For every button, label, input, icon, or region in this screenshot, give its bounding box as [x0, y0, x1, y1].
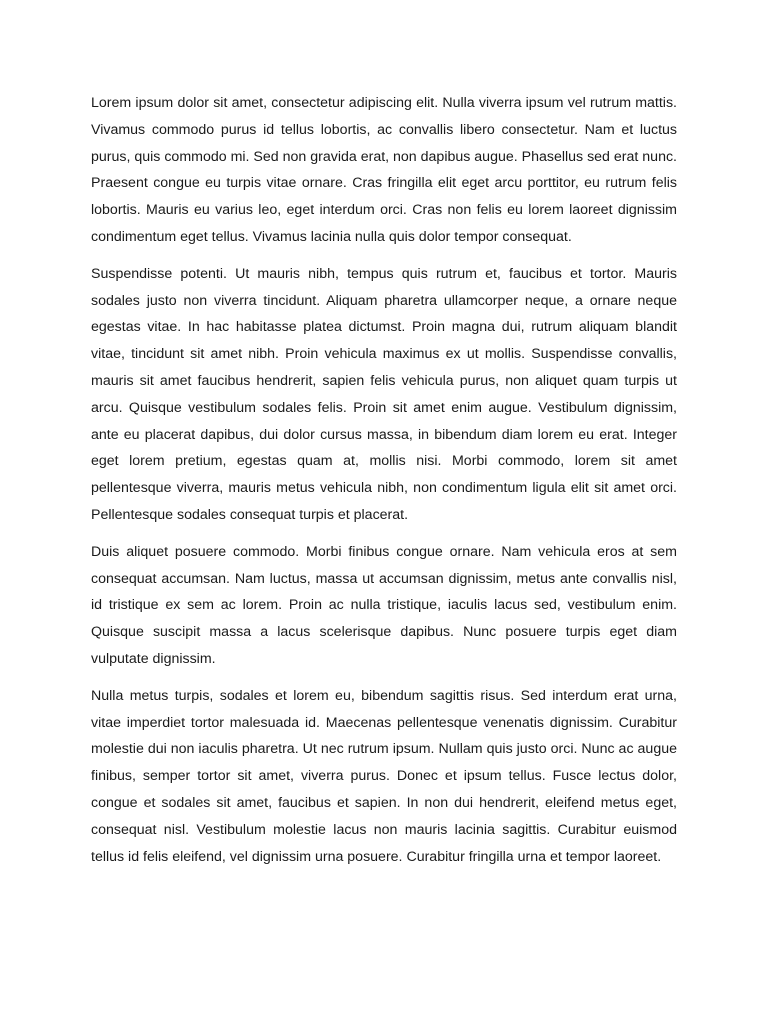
paragraph-4: Nulla metus turpis, sodales et lorem eu, bibendum sagittis risus. Sed interdum erat urna, vitae imperdiet tortor malesuada id. Maecenas pellentesque venenatis dignissim. Curabitur molestie dui non iaculis pharetra. Ut nec rutrum ipsum. Nullam quis justo orci. Nunc ac augue finibus, semper tortor sit amet, viverra purus. Donec et ipsum tellus. Fusce lectus dolor, congue et sodales sit amet, faucibus et sapien. In non dui hendrerit, eleifend metus eget, consequat nisl. Vestibulum molestie lacus non mauris lacinia sagittis. Curabitur euismod tellus id felis eleifend, vel dignissim urna posuere. Curabitur fringilla urna et tempor laoreet.: [91, 687, 677, 865]
paragraph-1: Lorem ipsum dolor sit amet, consectetur adipiscing elit. Nulla viverra ipsum vel rutrum mattis. Vivamus commodo purus id tellus lobortis, ac convallis libero consectetur. Nam et luctus purus, quis commodo mi. Sed non gravida erat, non dapibus augue. Phasellus sed erat nunc. Praesent congue eu turpis vitae ornare. Cras fringilla elit eget arcu porttitor, eu rutrum felis lobortis. Mauris eu varius leo, eget interdum orci. Cras non felis eu lorem laoreet dignissim condimentum eget tellus. Vivamus lacinia nulla quis dolor tempor consequat.: [91, 95, 677, 245]
paragraph-2: Suspendisse potenti. Ut mauris nibh, tempus quis rutrum et, faucibus et tortor. Mauris sodales justo non viverra tincidunt. Aliquam pharetra ullamcorper neque, a ornare neque egestas vitae. In hac habitasse platea dictumst. Proin magna dui, rutrum aliquam blandit vitae, tincidunt sit amet nibh. Proin vehicula maximus ex ut mollis. Suspendisse convallis, mauris sit amet faucibus hendrerit, sapien felis vehicula purus, non aliquet quam turpis ut arcu. Quisque vestibulum sodales felis. Proin sit amet enim augue. Vestibulum dignissim, ante eu placerat dapibus, dui dolor cursus massa, in bibendum diam lorem eu erat. Integer eget lorem pretium, egestas quam at, mollis nisi. Morbi commodo, lorem sit amet pellentesque viverra, mauris metus vehicula nibh, non condimentum ligula elit sit amet orci. Pellentesque sodales consequat turpis et placerat.: [91, 265, 677, 523]
document-body: [91, 90, 677, 880]
paragraph-3: Duis aliquet posuere commodo. Morbi finibus congue ornare. Nam vehicula eros at sem consequat accumsan. Nam luctus, massa ut accumsan dignissim, metus ante convallis nisl, id tristique ex sem ac lorem. Proin ac nulla tristique, iaculis lacus sed, vestibulum enim. Quisque suscipit massa a lacus scelerisque dapibus. Nunc posuere turpis eget diam vulputate dignissim.: [91, 543, 677, 667]
